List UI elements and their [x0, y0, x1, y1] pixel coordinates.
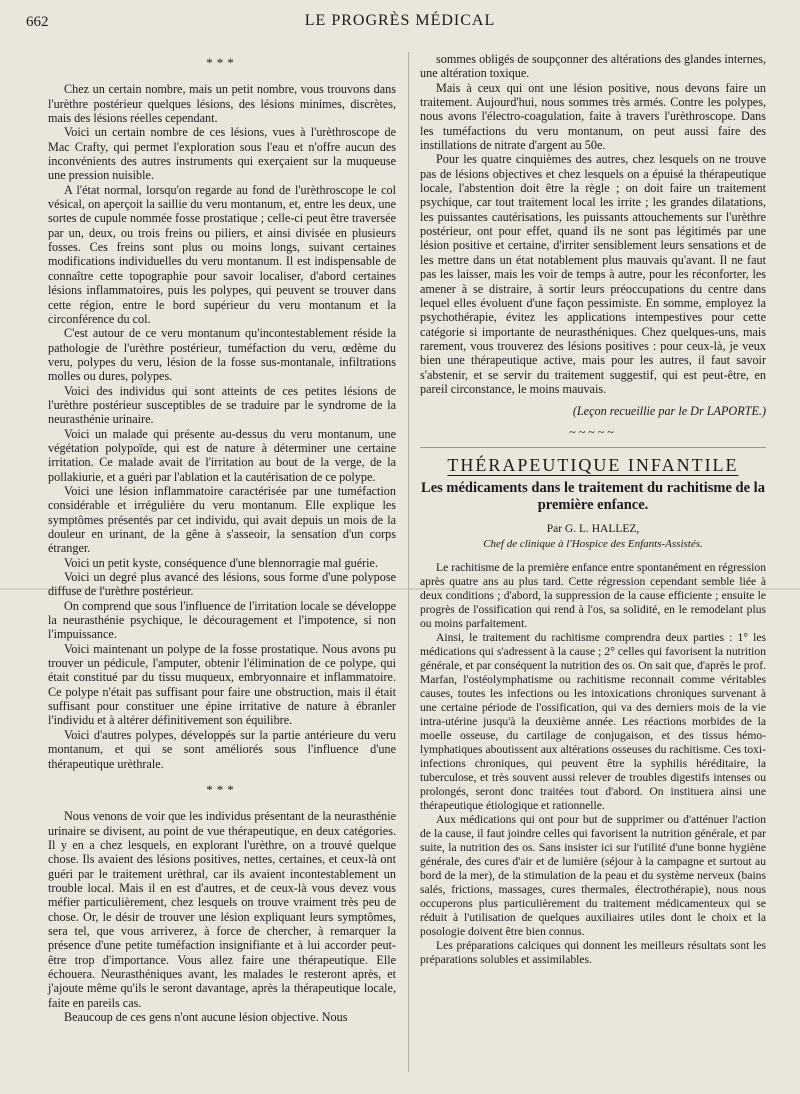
paragraph: Mais à ceux qui ont une lésion positive, nous devons faire un traitement. Aujourd'hui, nous sommes très armés. Contre les polypes, nous avons l'électro-coagulation, faite à travers l'urèthroscope. Dans les tuméfactions du veru montanum, on peut aussi faire des instillations de nitrate d'argent au 50e. — [420, 80, 766, 153]
paragraph: Voici maintenant un polype de la fosse prostatique. Nous avons pu trouver un pédicule, l'amputer, obtenir l'élimination de ce polype, qui était constitué par du tissu muqueux, embryonnaire et inflammatoire. Ce polype n'était pas suffisant pour faire une obstruction, mais il était suffisant pour constituer une épine irritative de nature à ébranler l'individu et à altérer définitivement son équilibre. — [48, 641, 396, 728]
paragraph: A l'état normal, lorsqu'on regarde au fond de l'urèthroscope le col vésical, on aperçoit la saillie du veru montanum, et, entre les deux, une sortes de cupule nommée fosse prostatique ; celle-ci peut être traversée par un, deux, ou trois freins ou piliers, et ainsi divisée en plusieurs fosses. Ces freins sont plus ou moins longs, suivant certaines modifications individuelles du veru montanum. Il est indispensable de connaître cette topographie pour savoir localiser, d'abord certaines lésions inflammatoires, puis les polypes, qui peuvent se trouver dans cette région, entre le bord supérieur du veru montanum et la circonférence du col. — [48, 182, 396, 326]
paragraph: On comprend que sous l'influence de l'irritation locale se développe la neurasthénie psychique, le découragement et l'impotence, si non l'impuissance. — [48, 598, 396, 642]
left-paragraphs-a — [48, 82, 396, 771]
right-column — [420, 52, 766, 967]
paragraph: Les préparations calciques qui donnent les meilleurs résultats sont les préparations solubles et assimilables. — [420, 938, 766, 966]
paragraph: Voici des individus qui sont atteints de ces petites lésions de l'urèthre postérieur susceptibles de se traduire par le syndrome de la neurasthénie urinaire. — [48, 383, 396, 427]
column-divider — [408, 52, 409, 1072]
right-paragraphs-b — [420, 561, 766, 967]
left-column — [48, 52, 396, 1024]
paragraph: Ainsi, le traitement du rachitisme comprendra deux parties : 1° les médications qui s'adressent à la cause ; 2° celles qui favorisent la nutrition générale, et par conséquent la nutrition des os. On sait que, d'après le prof. Marfan, l'ostéolymphatisme ou rachitisme reconnait comme véritables causes, toutes les infections ou les intoxications chroniques survenant à une certaine période de l'ossification, qui va des derniers mois de la vie intra-utérine jusqu'à la deuxième année. Les réactions morbides de la moelle osseuse, du cartilage de conjugaison, et des tissus hémo-lymphatiques aboutissent aux altérations osseuses du rachitisme. Ces toxi-infections chroniques, qui peuvent être la syphilis héréditaire, la tuberculose, et très souvent aussi relever de troubles digestifs intenses ou prolongés, seront donc traitées tout d'abord. On instituera ainsi une thérapeutique étiologique et rationnelle. — [420, 630, 766, 812]
paragraph: Le rachitisme de la première enfance entre spontanément en régression après quatre ans au plus tard. Cette régression cependant semble liée à deux conditions ; d'abord, la suppression de la cause efficiente ; ensuite le progrès de l'ossification qui rend à l'os, sa solidité, en le remodelant plus ou moins parfaitement. — [420, 560, 766, 630]
paragraph: Nous venons de voir que les individus présentant de la neurasthénie urinaire se divisent, au point de vue thérapeutique, en deux catégories. Il y en a chez lesquels, en explorant l'urèthre, on a trouvé quelque chose. Ils avaient des lésions positives, nettes, certaines, et ceux-là ont guéri par le traitement urèthral, car ils avaient incontestablement un trouble local. Mais il en est d'autres, et de ceux-là vous devez vous méfier particulièrement, chez lesquels on trouve vraiment très peu de chose. Or, le désir de trouver une lésion expliquant leurs symptômes, sera tel, que vous arriverez, à force de chercher, à remarquer la présence d'une petite tuméfaction insignifiante et à lui accorder peut-être trop d'importance. Vous allez faire une thérapeutique. Elle échouera. Neurasthéniques avant, les malades le resteront après, et j'ajoute même qu'ils le seront davantage, après la thérapeutique locale, faite en pareils cas. — [48, 809, 396, 1010]
paragraph: Voici une lésion inflammatoire caractérisée par une tuméfaction considérable et irrégulière du veru montanum. Elle explique les symptômes présentés par cet individu, qui avait depuis un mois de la douleur en urinant, de la gêne à s'asseoir, la sensation d'un corps étranger. — [48, 483, 396, 556]
section-rule — [420, 447, 766, 448]
section-stars-mid: *** — [206, 781, 238, 797]
ornament-separator: ~~~~~ — [569, 424, 617, 439]
paragraph: Voici un degré plus avancé des lésions, sous forme d'une polypose diffuse de l'urèthre postérieur. — [48, 570, 396, 599]
section-title: THÉRAPEUTIQUE INFANTILE — [447, 454, 739, 475]
paragraph: Voici un petit kyste, conséquence d'une blennorragie mal guérie. — [64, 555, 379, 570]
author-affiliation: Chef de clinique à l'Hospice des Enfants-Assistés. — [483, 537, 703, 550]
paragraph: Beaucoup de ces gens n'ont aucune lésion objective. Nous — [64, 1010, 348, 1024]
paragraph: Pour les quatre cinquièmes des autres, chez lesquels on ne trouve pas de lésions objectives et chez lesquels on a épuisé la thérapeutique locale, l'abstention doit être la règle ; on doit faire un traitement psychique, car tout traitement local les irrite ; les grandes dilatations, les puissantes cautérisations, les puissants attouchements sur l'urèthre postérieur, ont pour effet, quand ils ne sont pas légitimés par une lésion positive et certaine, d'irriter sensiblement leurs sensations et de les mettre dans un état notablement plus mauvais qu'avant. Il ne faut pas les laisser, mais les voir de temps à autre, pour les réconforter, les amener à se distraire, à sortir leurs préoccupations du centre dans lequel elles évoluent d'une façon pessimiste. En somme, employez la psychothérapie, évitez les applications intempestives pour cette catégorie si importante de neurasthéniques. Chez quelques-uns, mais rarement, vous trouverez des lésions positives : pour ceux-là, je veux bien une thérapeutique active, mais pour les autres, il faut savoir s'abstenir, et se servir du traitement suggestif, qui est peut-être, en pareil circonstance, le moins mauvais. — [420, 152, 766, 396]
page-header — [26, 12, 774, 36]
paragraph: Voici d'autres polypes, développés sur la partie antérieure du veru montanum, et qui se sont améliorés sous l'influence d'une thérapeutique urèthrale. — [48, 727, 396, 771]
page-number: 662 — [26, 14, 49, 30]
article-byline: Par G. L. HALLEZ, — [546, 523, 640, 536]
paragraph: Aux médications qui ont pour but de supprimer ou d'atténuer l'action de la cause, il faut joindre celles qui favorisent la nutrition générale, et par suite, la nutrition des os. Sans insister ici sur l'utilité d'une bonne hygiène générale, des cures d'air et de lumière (séjour à la campagne et surtout au bord de la mer), de la stimulation de la peau et du système nerveux (bains salés, frictions, massages, cures thermales, électrothérapie), nous nous occuperons plus particulièrement du traitement médicamenteux qui se réduit à l'utilisation de quelques auxiliaires utiles dont le choix et la posologie doivent être bien connus. — [420, 812, 766, 938]
paragraph: C'est autour de ce veru montanum qu'incontestablement réside la pathologie de l'urèthre postérieur, tuméfaction du veru, œdème du veru, polypes du veru, lésion de la fosse sus-montanale, infiltrations molles ou dures, polypes. — [48, 326, 396, 384]
article-title: Les médicaments dans le traitement du rachitisme de la première enfance. — [421, 480, 765, 514]
lecture-credit: (Leçon recueillie par le Dr LAPORTE.) — [572, 404, 766, 419]
paragraph: Voici un malade qui présente au-dessus du veru montanum, une végétation polypoïde, qui est de nature à déterminer une certaine irritation. Ce malade avait de l'irritation au bout de la verge, de la pollakiurie, et a guéri par l'ablation et la cautérisation de ce polype. — [48, 426, 396, 484]
paragraph: Chez un certain nombre, mais un petit nombre, vous trouvons dans l'urèthre postérieur quelques lésions, des lésions minimes, discrètes, mais des lésions réelles cependant. — [48, 82, 396, 126]
section-stars-top: *** — [206, 55, 238, 70]
left-paragraphs-b — [48, 809, 396, 1024]
paragraph: Voici un certain nombre de ces lésions, vues à l'urèthroscope de Mac Crafty, qui permet l'exploration sous l'eau et n'offre aucun des inconvénients des autres instruments qui exerçaient sur la muqueuse une pression nuisible. — [48, 125, 396, 183]
journal-title: LE PROGRÈS MÉDICAL — [304, 12, 496, 29]
paragraph: sommes obligés de soupçonner des altérations des glandes internes, une altération toxique. — [420, 52, 766, 81]
right-paragraphs-a — [420, 52, 766, 396]
